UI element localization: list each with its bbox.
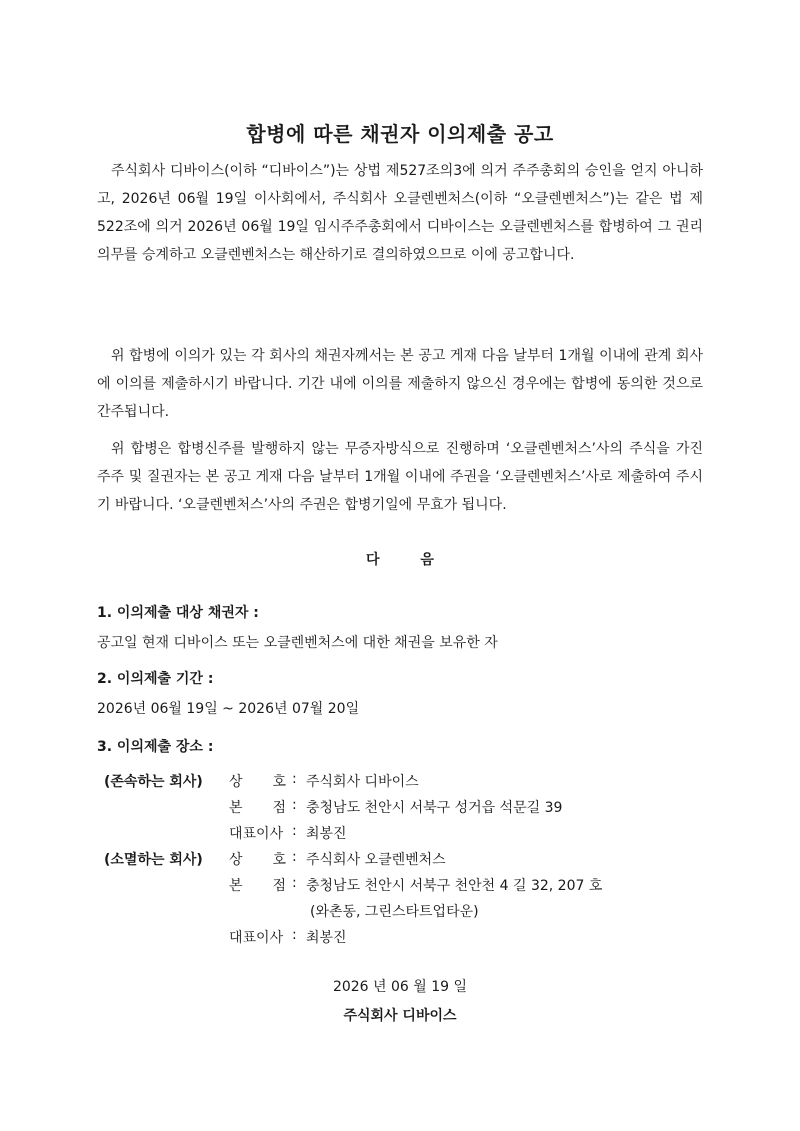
colon: : — [292, 823, 297, 839]
section-1-heading: 1. 이의제출 대상 채권자 : — [97, 605, 259, 621]
surviving-ceo-label: 대표이사 — [229, 826, 284, 842]
dissolving-company-address-detail: (와촌동, 그린스타트업타운) — [310, 904, 479, 920]
colon: : — [292, 849, 297, 865]
section-1-body: 공고일 현재 디바이스 또는 오클렌벤처스에 대한 채권을 보유한 자 — [97, 635, 498, 651]
notice-company-signature: 주식회사 디바이스 — [343, 1008, 457, 1024]
colon: : — [292, 927, 297, 943]
dissolving-ceo-label: 대표이사 — [229, 930, 284, 946]
surviving-company-group-label: (존속하는 회사) — [104, 774, 203, 790]
dissolving-ceo-name: 최봉진 — [306, 930, 347, 946]
dissolving-ceo-row — [0, 927, 800, 951]
section-2-heading: 2. 이의제출 기간 : — [97, 671, 214, 687]
colon: : — [292, 797, 297, 813]
colon: : — [292, 875, 297, 891]
section-3-heading: 3. 이의제출 장소 : — [97, 739, 214, 755]
dissolving-name-row — [0, 849, 800, 873]
dissolving-address-line-2 — [0, 901, 800, 925]
section-2-body: 2026년 06월 19일 ~ 2026년 07월 20일 — [97, 701, 360, 717]
paragraph-share-submission: 위 합병은 합병신주를 발행하지 않는 무증자방식으로 진행하며 ‘오클렌벤처스’사의 주식을 가진 주주 및 질권자는 본 공고 게재 다음 날부터 1개월 이내에 주권을 ‘오클렌벤처스’사로 제출하여 주시기 바랍니다. ‘오클렌벤처스’사의 주권은 합병기일에 무효가 됩니다. — [97, 441, 703, 513]
colon: : — [292, 771, 297, 787]
paragraph-merger-resolution: 주식회사 디바이스(이하 “디바이스”)는 상법 제527조의3에 의거 주주총회의 승인을 얻지 아니하고, 2026년 06월 19일 이사회에서, 주식회사 오클렌벤처스(이하 “오클렌벤처스”)는 같은 법 제522조에 의거 2026년 06월 19일 임시주주총회에서 디바이스는 오클렌벤처스를 합병하여 그 권리의무를 승계하고 오클렌벤처스는 해산하기로 결의하였으므로 이에 공고합니다. — [97, 163, 703, 263]
surviving-name-label: 상 호 — [229, 774, 287, 790]
dissolving-company-address: 충청남도 천안시 서북구 천안천 4 길 32, 207 호 — [306, 878, 603, 894]
page-title: 합병에 따른 채권자 이의제출 공고 — [246, 122, 554, 146]
surviving-address-row — [0, 797, 800, 821]
notice-date: 2026 년 06 월 19 일 — [332, 979, 468, 995]
surviving-company-address: 충청남도 천안시 서북구 성거읍 석문길 39 — [306, 800, 563, 816]
section-divider-heading: 다 음 — [366, 552, 452, 568]
surviving-ceo-row — [0, 823, 800, 847]
dissolving-company-group-label: (소멸하는 회사) — [104, 852, 203, 868]
dissolving-address-row — [0, 875, 800, 899]
dissolving-company-name: 주식회사 오클렌벤처스 — [306, 852, 446, 868]
paragraph-objection-notice: 위 합병에 이의가 있는 각 회사의 채권자께서는 본 공고 게재 다음 날부터 1개월 이내에 관계 회사에 이의를 제출하시기 바랍니다. 기간 내에 이의를 제출하지 않으신 경우에는 합병에 동의한 것으로 간주됩니다. — [97, 348, 703, 420]
surviving-ceo-name: 최봉진 — [306, 826, 347, 842]
dissolving-address-label: 본 점 — [229, 878, 287, 894]
dissolving-name-label: 상 호 — [229, 852, 287, 868]
surviving-address-label: 본 점 — [229, 800, 287, 816]
surviving-name-row — [0, 771, 800, 795]
surviving-company-name: 주식회사 디바이스 — [306, 774, 419, 790]
